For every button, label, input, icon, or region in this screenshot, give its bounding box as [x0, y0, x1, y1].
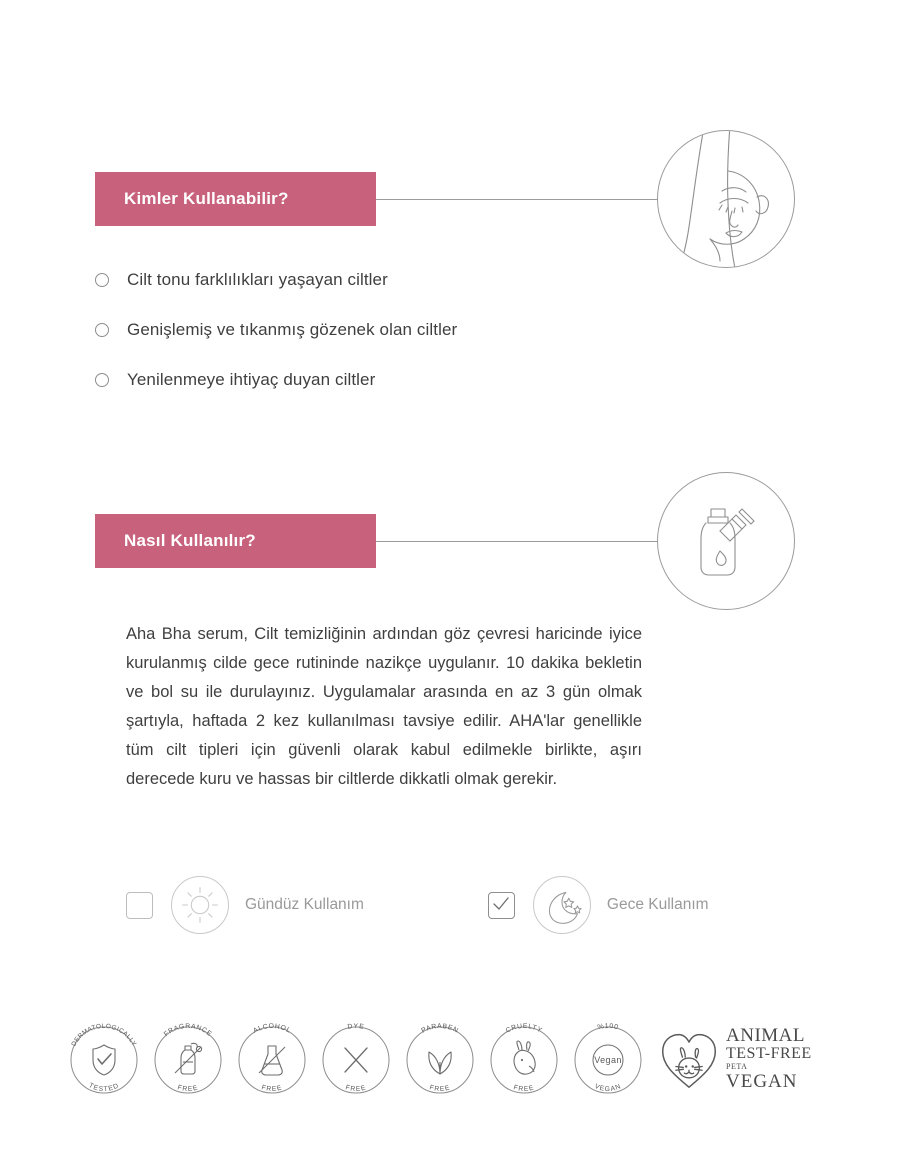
sleeping-face-icon [657, 130, 795, 268]
svg-text:FREE: FREE [260, 1084, 284, 1094]
list-item [95, 255, 715, 305]
paraben-free-icon [398, 1014, 482, 1104]
check-icon [492, 896, 510, 914]
night-usage-label: Gece Kullanım [606, 896, 709, 913]
svg-text:ALCOHOL: ALCOHOL [252, 1022, 292, 1035]
sun-icon [171, 876, 229, 934]
usage-day[interactable] [126, 876, 364, 934]
list-item-label: Genişlemiş ve tıkanmış gözenek olan ciltler [127, 320, 458, 339]
svg-text:FREE: FREE [428, 1084, 452, 1094]
vegan-logo-line3: PETA [726, 1062, 748, 1072]
usage-time-row [126, 875, 826, 935]
vegan-100-icon [566, 1014, 650, 1104]
night-usage-checkbox[interactable] [488, 892, 515, 919]
svg-text:CRUELTY: CRUELTY [504, 1022, 544, 1035]
dye-free-icon [314, 1014, 398, 1104]
vegan-logo-line1: ANIMAL [726, 1025, 805, 1047]
svg-text:DERMATOLOGICALLY: DERMATOLOGICALLY [70, 1022, 138, 1048]
svg-text:FREE: FREE [344, 1084, 368, 1094]
svg-text:FRAGRANCE: FRAGRANCE [162, 1023, 214, 1039]
fragrance-free-icon [146, 1014, 230, 1104]
svg-text:PARABEN: PARABEN [420, 1022, 460, 1035]
svg-text:TESTED: TESTED [87, 1082, 121, 1094]
list-item [95, 355, 715, 405]
svg-text:DYE: DYE [347, 1022, 365, 1031]
dermatologically-tested-icon [62, 1014, 146, 1104]
list-item-label: Yenilenmeye ihtiyaç duyan ciltler [127, 370, 376, 389]
vegan-logo-text [726, 1026, 812, 1091]
svg-text:FREE: FREE [512, 1084, 536, 1094]
day-usage-checkbox[interactable] [126, 892, 153, 919]
alcohol-free-icon [230, 1014, 314, 1104]
vegan-logo-line4: VEGAN [726, 1070, 798, 1092]
svg-text:Vegan: Vegan [594, 1055, 622, 1065]
list-item-label: Cilt tonu farklılıkları yaşayan ciltler [127, 270, 388, 289]
animal-test-free-vegan-icon [658, 1025, 812, 1093]
section-title-bar: Nasıl Kullanılır? [95, 514, 376, 568]
section-header-how-to-use [95, 514, 695, 568]
how-to-use-paragraph: Aha Bha serum, Cilt temizliğinin ardından göz çevresi haricinde iyice kurulanmış cilde gece rutininde nazikçe uygulanır. 10 dakika bekletin ve bol su ile durulayınız. Uygulamalar arasında en az 3 gün olmak şartıyla, haftada 2 kez kullanılması tavsiye edilir. AHA'lar genellikle tüm cilt tipleri için güvenli olarak kabul edilmekle birlikte, aşırı derecede kuru ve hassas bir ciltlerde dikkatli olmak gerekir. [126, 624, 642, 788]
section-header-who-can-use [95, 172, 695, 226]
who-can-use-list [95, 255, 715, 405]
bullet-ring-icon [95, 373, 109, 387]
certification-badges [62, 1012, 862, 1106]
moon-stars-icon [533, 876, 591, 934]
serum-dropper-icon [657, 472, 795, 610]
svg-text:FREE: FREE [176, 1084, 200, 1094]
cruelty-free-icon [482, 1014, 566, 1104]
usage-night[interactable] [488, 876, 709, 934]
svg-text:%100: %100 [596, 1022, 620, 1032]
section-title-bar: Kimler Kullanabilir? [95, 172, 376, 226]
connector-line [376, 199, 659, 200]
bullet-ring-icon [95, 273, 109, 287]
list-item [95, 305, 715, 355]
svg-text:VEGAN: VEGAN [593, 1082, 623, 1094]
day-usage-label: Gündüz Kullanım [245, 896, 364, 913]
connector-line [376, 541, 659, 542]
vegan-logo-line2: TEST-FREE [726, 1045, 812, 1063]
bullet-ring-icon [95, 323, 109, 337]
